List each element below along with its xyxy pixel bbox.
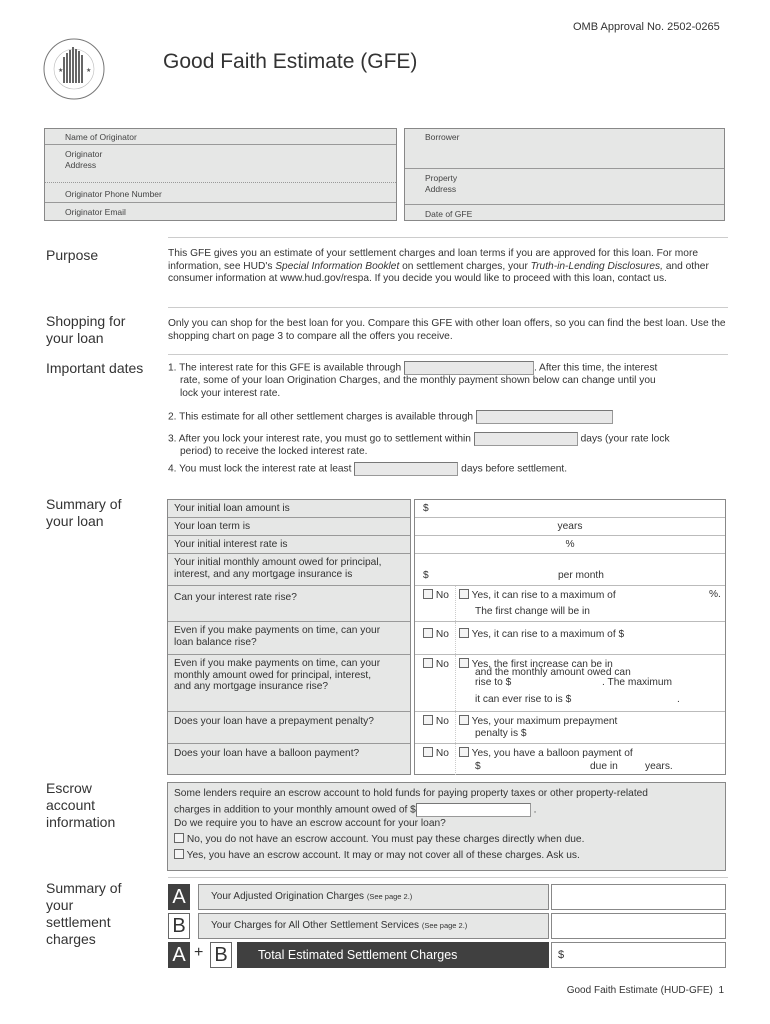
loan-amount-question: Your initial loan amount is xyxy=(168,500,410,518)
balance-rise-no-checkbox[interactable] xyxy=(423,628,433,638)
loan-summary-answers xyxy=(414,499,726,775)
balloon-yes-checkbox[interactable] xyxy=(459,747,469,757)
monthly-rise-question: Even if you make payments on time, can your monthly amount owed for principal, interest, and any mortgage insurance rise? xyxy=(168,655,410,712)
property-address-field[interactable] xyxy=(405,169,724,205)
originator-name-field[interactable] xyxy=(45,129,396,145)
loan-amount-field[interactable]: $ xyxy=(415,500,725,518)
balloon-payment-question: Does your loan have a balloon payment? xyxy=(174,748,360,759)
escrow-yes-checkbox[interactable] xyxy=(174,849,184,859)
total-letter-a-badge: A xyxy=(168,942,190,968)
estimate-available-through-field[interactable] xyxy=(476,410,613,424)
rate-rise-no-checkbox[interactable] xyxy=(423,589,433,599)
originator-phone-field[interactable] xyxy=(45,184,396,203)
purpose-label: Purpose xyxy=(46,247,99,263)
plus-sign: + xyxy=(194,944,204,961)
interest-rate-field[interactable]: % xyxy=(415,536,725,554)
monthly-rise-answer: No Yes, the first increase can be in and the monthly amount owed can rise to $ . The maximum it can ever rise to is $ . xyxy=(415,655,725,712)
svg-text:★: ★ xyxy=(58,68,64,74)
interest-rate-question: Your initial interest rate is xyxy=(168,536,410,554)
divider xyxy=(168,307,728,308)
divider xyxy=(168,877,728,878)
prepayment-no-checkbox[interactable] xyxy=(423,715,433,725)
escrow-box: Some lenders require an escrow account to hold funds for paying property taxes or other property-related charges in addition to your monthly amount owed of $ . Do we require you to have an escrow account for your loan? No, you do not have an escrow account. You must pay these charges directly when due. Yes, you have an escrow account. It may or may not cover all of these charges. Ask us. xyxy=(167,782,726,871)
borrower-label: Borrower xyxy=(425,132,460,142)
originator-address-label-2: Address xyxy=(65,160,97,170)
omb-approval-number: OMB Approval No. 2502-0265 xyxy=(573,21,720,33)
rate-rise-question: Can your interest rate rise? xyxy=(168,586,410,622)
originator-email-label: Originator Email xyxy=(65,207,126,217)
originator-phone-label: Originator Phone Number xyxy=(65,189,162,199)
rate-available-through-field[interactable] xyxy=(404,361,534,375)
important-dates-item-4: 4. You must lock the interest rate at least days before settlement. xyxy=(168,463,568,475)
summary-loan-label: Summary of your loan xyxy=(46,496,122,529)
page-number: 1 xyxy=(718,985,724,996)
escrow-option-no[interactable]: No, you do not have an escrow account. You must pay these charges directly when due. xyxy=(174,833,719,846)
important-dates-item-3: 3. After you lock your interest rate, you must go to settlement within days (your rate lock period) to receive the locked interest rate. xyxy=(168,433,670,458)
loan-term-question: Your loan term is xyxy=(168,518,410,536)
hud-seal-icon xyxy=(38,37,110,101)
balance-rise-question: Even if you make payments on time, can your loan balance rise? xyxy=(168,622,410,655)
originator-address-field[interactable] xyxy=(45,146,396,183)
page-title: Good Faith Estimate (GFE) xyxy=(163,50,418,73)
svg-text:★: ★ xyxy=(86,68,92,74)
balloon-payment-answer: No Yes, you have a balloon payment of $ due in years. xyxy=(415,744,725,775)
prepayment-yes-checkbox[interactable] xyxy=(459,715,469,725)
prepayment-penalty-question: Does your loan have a prepayment penalty? xyxy=(168,712,410,744)
originator-box xyxy=(44,128,397,221)
adjusted-origination-charges-label: Your Adjusted Origination Charges (See page 2.) xyxy=(198,884,549,910)
monthly-amount-field[interactable]: $ per month xyxy=(415,554,725,586)
date-of-gfe-label: Date of GFE xyxy=(425,209,473,219)
divider xyxy=(168,237,728,238)
prepayment-penalty-answer: No Yes, your maximum prepayment penalty is $ xyxy=(415,712,725,744)
shopping-label: Shopping for your loan xyxy=(46,313,126,346)
balance-rise-answer: No Yes, it can rise to a maximum of $ xyxy=(415,622,725,655)
balance-rise-yes-checkbox[interactable] xyxy=(459,628,469,638)
loan-term-field[interactable]: years xyxy=(415,518,725,536)
borrower-box xyxy=(404,128,725,221)
other-settlement-services-label: Your Charges for All Other Settlement Services (See page 2.) xyxy=(198,913,549,939)
rate-lock-days-field[interactable] xyxy=(474,432,578,446)
borrower-field[interactable] xyxy=(405,129,724,169)
originator-name-label: Name of Originator xyxy=(65,132,137,142)
total-settlement-charges-label: Total Estimated Settlement Charges xyxy=(237,942,549,968)
purpose-text: This GFE gives you an estimate of your settlement charges and loan terms if you are approved for this loan. For more information, see HUD's Special Information Booklet on settlement charges, your Truth-in-Lending Disclosures, and other consumer information at www.hud.gov/respa. If you decide you would like to proceed with this loan, contact us. xyxy=(168,248,709,285)
property-address-label-1: Property xyxy=(425,173,458,183)
originator-email-field[interactable] xyxy=(45,204,396,221)
escrow-monthly-amount-field[interactable] xyxy=(416,803,531,817)
adjusted-origination-charges-field[interactable] xyxy=(551,884,726,910)
shopping-text: Only you can shop for the best loan for you. Compare this GFE with other loan offers, so you can find the best loan. Use the shopping chart on page 3 to compare all the offers you receive. xyxy=(168,318,726,342)
escrow-text: Some lenders require an escrow account to hold funds for paying property taxes or other property-related xyxy=(174,788,648,799)
escrow-no-checkbox[interactable] xyxy=(174,833,184,843)
escrow-label: Escrow account information xyxy=(46,780,116,830)
lock-days-before-field[interactable] xyxy=(354,462,458,476)
monthly-amount-question: Your initial monthly amount owed for principal, interest, and any mortgage insurance is xyxy=(168,554,410,586)
date-of-gfe-field[interactable] xyxy=(405,205,724,221)
escrow-option-yes[interactable]: Yes, you have an escrow account. It may or may not cover all of these charges. Ask us. xyxy=(174,849,719,862)
important-dates-item-1: 1. The interest rate for this GFE is available through . After this time, the interest rate, some of your loan Origination Charges, and the monthly payment shown below can change until you lock your interest rate. xyxy=(168,362,658,400)
divider xyxy=(168,354,728,355)
loan-summary-questions xyxy=(167,499,411,775)
property-address-label-2: Address xyxy=(425,184,457,194)
settlement-summary-label: Summary of your settlement charges xyxy=(46,880,122,947)
balloon-no-checkbox[interactable] xyxy=(423,747,433,757)
important-dates-label: Important dates xyxy=(46,360,144,376)
rate-rise-answer: No Yes, it can rise to a maximum of %. The first change will be in xyxy=(415,586,725,622)
rate-rise-yes-checkbox[interactable] xyxy=(459,589,469,599)
escrow-question: Do we require you to have an escrow account for your loan? xyxy=(174,818,446,829)
other-settlement-services-field[interactable] xyxy=(551,913,726,939)
important-dates-item-2: 2. This estimate for all other settlement charges is available through xyxy=(168,410,728,424)
total-settlement-charges-field[interactable]: $ xyxy=(551,942,726,968)
monthly-rise-yes-checkbox[interactable] xyxy=(459,658,469,668)
total-letter-b-badge: B xyxy=(210,942,232,968)
page-footer: Good Faith Estimate (HUD-GFE) 1 xyxy=(566,985,724,996)
letter-b-badge: B xyxy=(168,913,190,939)
originator-address-label-1: Originator xyxy=(65,149,103,159)
letter-a-badge: A xyxy=(168,884,190,910)
monthly-rise-no-checkbox[interactable] xyxy=(423,658,433,668)
